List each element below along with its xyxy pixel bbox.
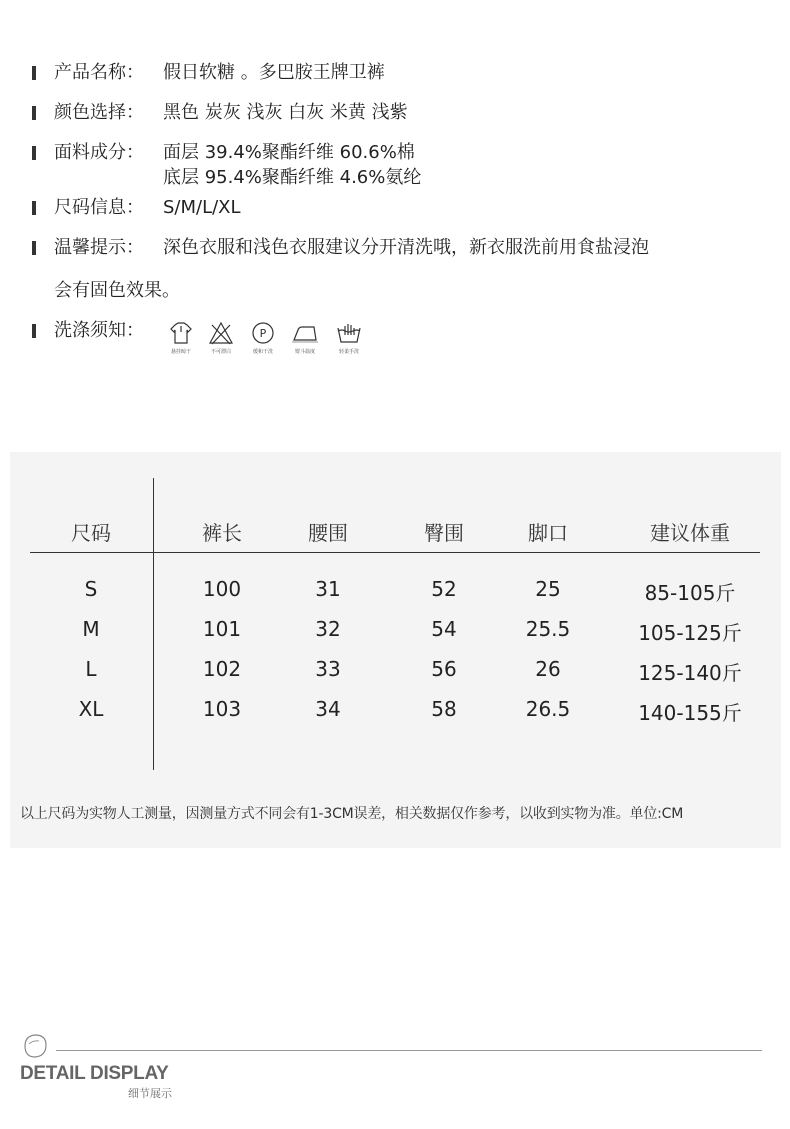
color-label: 颜色选择：	[54, 102, 144, 123]
fabric-line-1: 面层 39.4%聚酯纤维 60.6%棉	[163, 142, 415, 163]
bullet-bar	[32, 241, 36, 255]
care-icons	[164, 320, 384, 360]
table-cell: M	[82, 617, 100, 641]
detail-title: DETAIL DISPLAY	[20, 1063, 169, 1084]
table-vertical-divider	[153, 478, 154, 770]
table-cell: 140-155斤	[638, 701, 742, 725]
table-cell: 56	[431, 657, 457, 681]
table-cell: 26.5	[525, 697, 571, 721]
table-cell: 101	[202, 617, 242, 641]
color-value: 黑色 炭灰 浅灰 白灰 米黄 浅紫	[163, 102, 408, 123]
table-cell: 25	[535, 577, 561, 601]
bullet-bar	[32, 66, 36, 80]
table-cell: 33	[315, 657, 341, 681]
table-cell: 100	[202, 577, 242, 601]
bullet-bar	[32, 146, 36, 160]
table-cell: 58	[431, 697, 457, 721]
detail-subtitle: 细节展示	[128, 1087, 172, 1100]
dry-clean-p-icon	[246, 320, 280, 355]
fabric-line-2: 底层 95.4%聚酯纤维 4.6%氨纶	[163, 167, 422, 188]
product-name-label: 产品名称：	[54, 62, 144, 83]
table-cell: 105-125斤	[638, 621, 742, 645]
table-cell: 25.5	[525, 617, 571, 641]
bullet-bar	[32, 201, 36, 215]
detail-divider	[56, 1050, 762, 1051]
bullet-bar	[32, 106, 36, 120]
product-name-value: 假日软糖 。多巴胺王牌卫裤	[163, 62, 385, 83]
tip-line-1: 深色衣服和浅色衣服建议分开清洗哦，新衣服洗前用食盐浸泡	[163, 237, 649, 258]
table-header: 脚口	[528, 521, 568, 545]
care-label: 洗涤须知：	[54, 320, 144, 341]
table-cell: 52	[431, 577, 457, 601]
table-cell: 125-140斤	[638, 661, 742, 685]
table-header: 尺码	[71, 521, 111, 545]
care-caption: 不可漂白	[210, 349, 231, 355]
table-header: 裤长	[202, 521, 242, 545]
iron-icon	[288, 320, 322, 355]
table-cell: 32	[315, 617, 341, 641]
table-cell: 31	[315, 577, 341, 601]
table-cell: 54	[431, 617, 457, 641]
table-cell: 85-105斤	[644, 581, 736, 605]
table-header: 臀围	[424, 521, 464, 545]
care-caption: 熨斗温度	[294, 349, 315, 355]
table-header: 建议体重	[650, 521, 730, 545]
table-cell: 103	[202, 697, 242, 721]
lemon-icon	[20, 1032, 50, 1064]
size-info-value: S/M/L/XL	[163, 197, 241, 218]
table-cell: 102	[202, 657, 242, 681]
table-cell: 26	[535, 657, 561, 681]
care-caption: 缓和干洗	[252, 349, 273, 355]
table-note: 以上尺码为实物人工测量，因测量方式不同会有1-3CM误差，相关数据仅作参考，以收到实物为准。单位:CM	[20, 806, 684, 822]
table-cell: XL	[78, 697, 104, 721]
tip-label: 温馨提示：	[54, 237, 144, 258]
table-header: 腰围	[308, 521, 348, 545]
fabric-label: 面料成分：	[54, 142, 144, 163]
hang-dry-icon	[164, 320, 198, 355]
care-caption: 悬挂晾干	[170, 349, 191, 355]
size-info-label: 尺码信息：	[54, 197, 144, 218]
tip-line-2: 会有固色效果。	[54, 280, 180, 301]
table-header-divider	[30, 552, 760, 553]
size-table-panel	[10, 452, 781, 848]
bullet-bar	[32, 324, 36, 338]
table-cell: L	[85, 657, 97, 681]
svg-text:P: P	[259, 327, 267, 340]
no-bleach-icon	[204, 320, 238, 355]
table-cell: S	[84, 577, 98, 601]
hand-wash-icon	[332, 320, 366, 355]
care-caption: 轻柔手洗	[338, 349, 359, 355]
table-cell: 34	[315, 697, 341, 721]
